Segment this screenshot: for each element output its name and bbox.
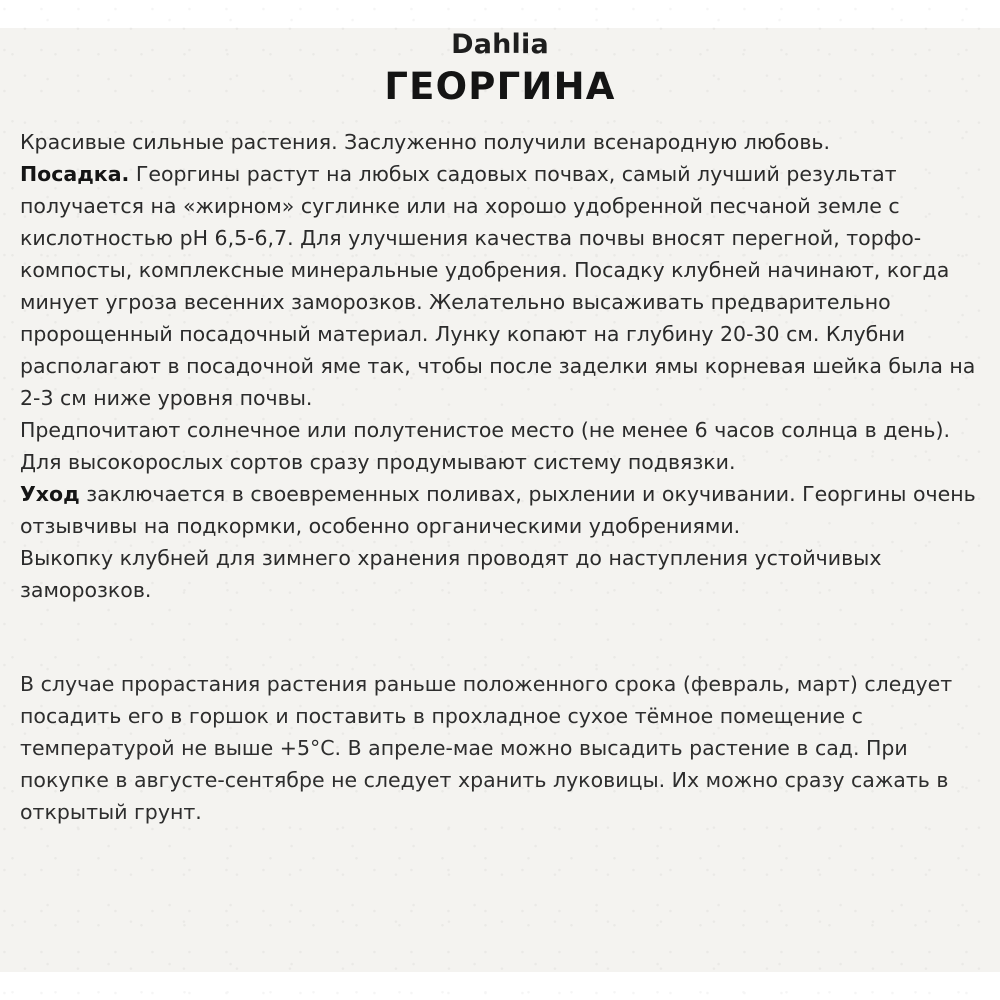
section-storage — [20, 542, 980, 606]
bottom-white-band — [0, 972, 1000, 1000]
footer-paragraph: В случае прорастания растения раньше положенного срока (февраль, март) следует посадить его в горшок и поставить в прохладное сухое тёмное помещение с температурой не выше +5°С. В апреле-мае можно высадить растение в сад. При покупке в августе-сентябре не следует хранить луковицы. Их можно сразу сажать в открытый грунт. — [20, 672, 953, 825]
latin-name-title: Dahlia — [451, 29, 549, 60]
section-care-heading: Уход — [20, 482, 80, 507]
top-white-band — [0, 0, 1000, 28]
footer-note — [20, 668, 980, 828]
section-care — [20, 478, 980, 542]
section-planting-heading: Посадка. — [20, 162, 130, 187]
section-planting-text: Георгины растут на любых садовых почвах, самый лучший результат получается на «жирном» суглинке или на хорошо удобренной песчаной земле с кислотностью pH 6,5-6,7. Для улучшения качества почвы вносят перегной, торфо-компосты, комплексные минеральные удобрения. Посадку клубней начинают, когда минует угроза весенних заморозков. Желательно высаживать предварительно пророщенный посадочный материал. Лунку копают на глубину 20-30 см. Клубни располагают в посадочной яме так, чтобы после заделки ямы корневая шейка была на 2-3 см ниже уровня почвы. — [20, 162, 976, 411]
care-instructions-body — [20, 126, 980, 606]
section-care-text: заключается в своевременных поливах, рыхлении и окучивании. Георгины очень отзывчивы на подкормки, особенно органическими удобрениями. — [20, 482, 976, 539]
label-content — [20, 30, 980, 828]
section-light — [20, 414, 980, 478]
paragraph-spacer — [20, 606, 980, 668]
section-planting — [20, 158, 980, 414]
section-storage-text: Выкопку клубней для зимнего хранения проводят до наступления устойчивых заморозков. — [20, 546, 882, 603]
intro-paragraph: Красивые сильные растения. Заслуженно получили всенародную любовь. — [20, 130, 831, 155]
plant-name-title: ГЕОРГИНА — [384, 64, 616, 108]
section-light-text: Предпочитают солнечное или полутенистое место (не менее 6 часов солнца в день). Для высокорослых сортов сразу продумывают систему подвязки. — [20, 418, 951, 475]
